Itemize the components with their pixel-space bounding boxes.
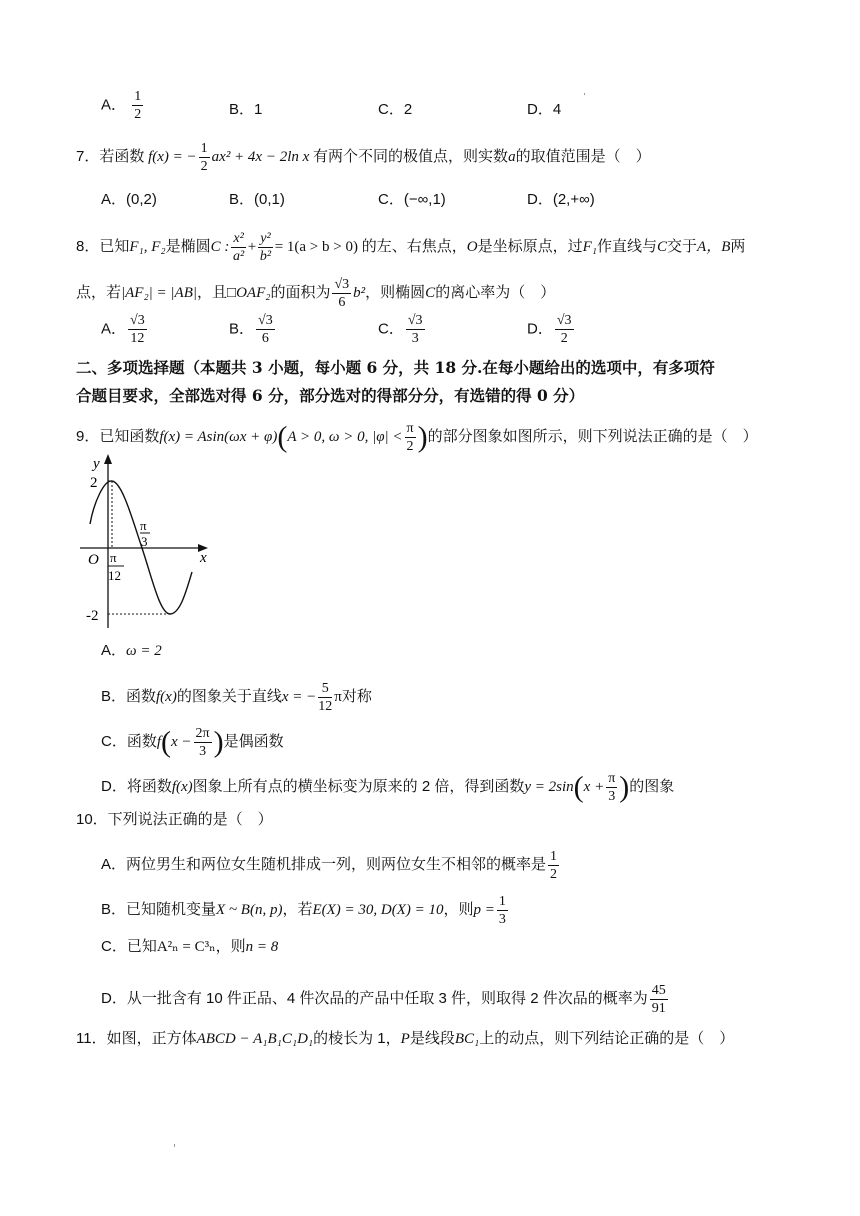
q6-option-c: C．2	[378, 101, 413, 118]
q9-sine-graph	[80, 452, 220, 632]
origin-label: O	[88, 552, 99, 568]
q7-option-b: B．(0,1)	[229, 191, 285, 208]
q9-option-d: D．将函数f(x)图象上所有点的横坐标变为原来的 2 倍，得到函数y = 2sin(x + $\frac{\pi}{3}$ )的图象	[101, 770, 675, 804]
q9-stem: 9．已知函数f(x) = Asin(ωx + φ)(A > 0, ω > 0, |φ| < $\frac{\pi}{2}$ )的部分图象如图所示，则下列说法正确的是（ ）	[76, 420, 758, 454]
q10-stem: 10．下列说法正确的是（ ）	[76, 811, 273, 828]
q10-option-b: B．已知随机变量X ~ B(n, p)，若E(X) = 30, D(X) = 10，则p = $\frac{1}{3}$	[101, 894, 506, 927]
q9-option-c: C．函数f(x − $\frac{2\pi}{3}$ )是偶函数	[101, 725, 284, 759]
y-min-label: -2	[86, 608, 99, 624]
q9-option-b: B．函数f(x)的图象关于直线x = − $\frac{5}{12}$ π对称	[101, 681, 372, 714]
q8-option-a: A． $\frac{√3}{12}$	[101, 313, 145, 346]
q6-option-a: A． $\frac{1}{2}$	[101, 89, 142, 122]
q10-option-a: A．两位男生和两位女生随机排成一列，则两位女生不相邻的概率是 $\frac{1}{2}$	[101, 849, 558, 882]
section-2-header-line2: 合题目要求，全部选对得 6 分，部分选对的得部分分，有选错的得 0 分）	[76, 386, 585, 405]
tick-pi-3-num: π	[140, 518, 147, 533]
q8-stem-line2: 点，若|AF₂| = |AB|，且□OAF₂的面积为 $\frac{√3}{6}$ b²，则椭圆C的离心率为（ ）	[76, 277, 556, 310]
q10-option-c: C．已知A²ₙ = C³ₙ，则n = 8	[101, 938, 279, 955]
x-axis-label: x	[200, 550, 207, 566]
tick-pi-3-den: 3	[141, 534, 148, 549]
scan-dot	[174, 1144, 175, 1147]
q11-stem: 11．如图，正方体ABCD − A₁B₁C₁D₁的棱长为 1，P是线段BC₁上的动点，则下列结论正确的是（ ）	[76, 1030, 735, 1047]
scan-dot	[584, 93, 585, 95]
q9-option-a: A．ω = 2	[101, 642, 162, 659]
q8-stem-line1: 8．已知F₁, F₂是椭圆C : $\frac{\text{x²}}{\text{a²}}$ + $\frac{\text{y²}}{\text{b²}}$ = 1(a > b > 0) 的左、右焦点，O是坐标原点，过F₁作直线与C交于A，B两	[76, 231, 746, 264]
tick-pi-12-den: 12	[108, 568, 121, 583]
q6-option-b: B．1	[229, 101, 263, 118]
y-axis-arrow	[104, 454, 112, 464]
q6-option-d: D．4	[527, 101, 562, 118]
q8-option-b: B． $\frac{√3}{6}$	[229, 313, 273, 346]
section-2-header-line1: 二、多项选择题（本题共 3 小题，每小题 6 分，共 18 分.在每小题给出的选项中，有多项符	[76, 358, 715, 377]
q7-option-c: C．(−∞,1)	[378, 191, 446, 208]
q6-option-a-fraction: $\frac{1}{2}$	[134, 89, 142, 122]
q7-stem: 7．若函数 f(x) = − $\frac{1}{2}$ ax² + 4x − 2ln x 有两个不同的极值点，则实数a的取值范围是（ ）	[76, 141, 651, 174]
q7-option-d: D．(2,+∞)	[527, 191, 595, 208]
q8-option-c: C． $\frac{√3}{3}$	[378, 313, 423, 346]
q7-option-a: A．(0,2)	[101, 191, 157, 208]
y-axis-label: y	[93, 456, 100, 472]
q8-option-d: D． $\frac{√3}{2}$	[527, 313, 572, 346]
q10-option-d: D．从一批含有 10 件正品、4 件次品的产品中任取 3 件，则取得 2 件次品的概率为 $\frac{45}{91}$	[101, 983, 666, 1016]
tick-pi-12-num: π	[110, 550, 117, 565]
y-max-label: 2	[90, 475, 98, 491]
